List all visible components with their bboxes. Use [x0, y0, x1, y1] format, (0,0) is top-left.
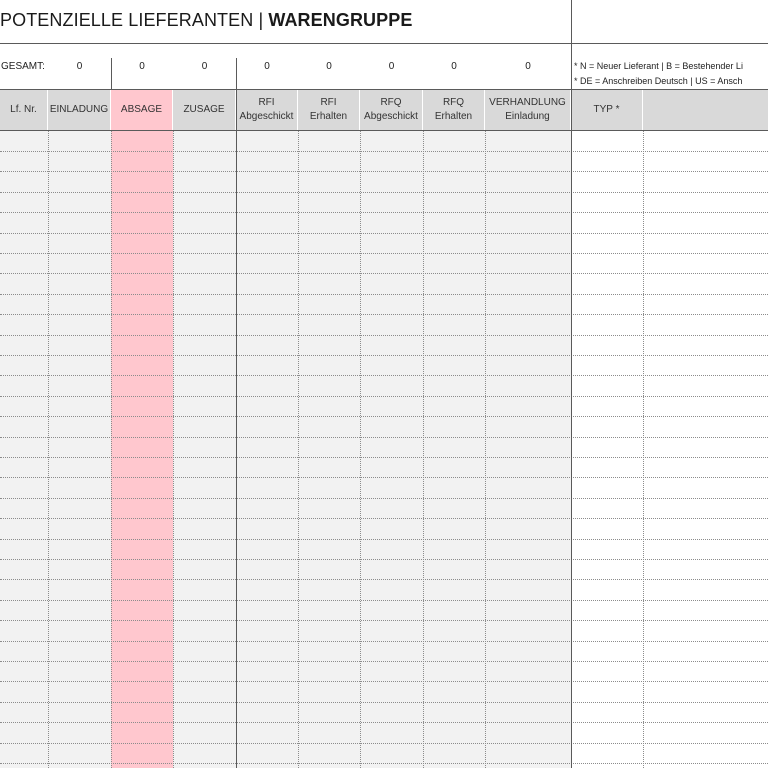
header-rfq-erhalten-line1: RFQ: [442, 97, 465, 108]
table-column-divider: [423, 131, 424, 768]
table-column-divider: [485, 131, 486, 768]
header-verhandlung-line2: Einladung: [505, 111, 550, 122]
header-divider: [571, 90, 572, 130]
table-row-divider: [0, 375, 768, 376]
table-row-divider: [0, 273, 768, 274]
table-row-divider: [0, 498, 768, 499]
column-bg-typ[interactable]: [571, 131, 768, 768]
table-row-divider: [0, 212, 768, 213]
total-rfi-erhalten[interactable]: 0: [326, 61, 332, 72]
legend-typ: * N = Neuer Lieferant | B = Bestehender Li: [574, 61, 743, 71]
table-row-divider: [0, 171, 768, 172]
table-row-divider: [0, 743, 768, 744]
column-bg-lf-einladung[interactable]: [0, 131, 111, 768]
sheet-title-regular: POTENZIELLE LIEFERANTEN |: [0, 10, 269, 30]
table-row-divider: [0, 477, 768, 478]
header-rfi-erhalten-line1: RFI: [320, 97, 337, 108]
sheet-title: [0, 10, 412, 31]
totals-divider: [236, 58, 237, 89]
header-rfi-abgeschickt-line2: Abgeschickt: [239, 111, 294, 122]
totals-row: [0, 44, 768, 89]
total-rfi-abgeschickt[interactable]: 0: [264, 61, 270, 72]
header-rfi-erhalten[interactable]: [298, 90, 360, 130]
header-einladung[interactable]: [48, 90, 111, 130]
table-row-divider: [0, 763, 768, 764]
table-row-divider: [0, 722, 768, 723]
header-zusage[interactable]: [173, 90, 236, 130]
header-absage-label: ABSAGE: [120, 104, 163, 115]
column-bg-absage[interactable]: [111, 131, 173, 768]
table-row-divider: [0, 681, 768, 682]
header-lf-nr-label: Lf. Nr.: [10, 104, 37, 115]
table-column-divider: [236, 131, 237, 768]
header-rfq-erhalten[interactable]: [423, 90, 485, 130]
header-rfi-erhalten-line2: Erhalten: [309, 111, 348, 122]
table-row-divider: [0, 539, 768, 540]
data-grid[interactable]: [0, 131, 768, 768]
header-rfq-abgeschickt-line2: Abgeschickt: [364, 111, 418, 122]
header-blank[interactable]: [643, 90, 768, 130]
header-lf-nr[interactable]: [0, 90, 48, 130]
totals-divider: [571, 44, 572, 89]
header-rfi-abgeschickt-line1: RFI: [258, 97, 275, 108]
table-row-divider: [0, 518, 768, 519]
table-row-divider: [0, 192, 768, 193]
table-row-divider: [0, 151, 768, 152]
table-column-divider: [111, 131, 112, 768]
table-row-divider: [0, 661, 768, 662]
sheet-title-bold: WARENGRUPPE: [268, 10, 413, 30]
table-row-divider: [0, 437, 768, 438]
table-row-divider: [0, 233, 768, 234]
legend-language: * DE = Anschreiben Deutsch | US = Ansch: [574, 76, 743, 86]
table-column-divider: [643, 131, 644, 768]
table-row-divider: [0, 355, 768, 356]
total-rfq-erhalten[interactable]: 0: [451, 61, 457, 72]
header-absage[interactable]: [111, 90, 173, 130]
column-bg-main[interactable]: [173, 131, 571, 768]
header-einladung-label: EINLADUNG: [49, 104, 109, 115]
header-rfq-abgeschickt[interactable]: [360, 90, 423, 130]
header-rfi-abgeschickt[interactable]: [236, 90, 298, 130]
table-column-divider: [173, 131, 174, 768]
column-header-row: [0, 89, 768, 131]
table-row-divider: [0, 396, 768, 397]
table-row-divider: [0, 335, 768, 336]
table-row-divider: [0, 600, 768, 601]
table-row-divider: [0, 294, 768, 295]
table-row-divider: [0, 641, 768, 642]
table-column-divider: [571, 131, 572, 768]
table-row-divider: [0, 620, 768, 621]
table-column-divider: [48, 131, 49, 768]
table-column-divider: [298, 131, 299, 768]
table-row-divider: [0, 314, 768, 315]
table-row-divider: [0, 457, 768, 458]
header-divider: [236, 90, 237, 130]
header-typ[interactable]: [571, 90, 643, 130]
total-einladung[interactable]: 0: [76, 61, 83, 72]
total-zusage[interactable]: 0: [201, 61, 208, 72]
table-row-divider: [0, 253, 768, 254]
title-divider: [571, 0, 572, 44]
table-row-divider: [0, 579, 768, 580]
table-row-divider: [0, 559, 768, 560]
total-rfq-abgeschickt[interactable]: 0: [388, 61, 395, 72]
total-absage[interactable]: 0: [139, 61, 145, 72]
header-typ-label: TYP *: [593, 104, 620, 115]
table-column-divider: [360, 131, 361, 768]
header-rfq-erhalten-line2: Erhalten: [434, 111, 473, 122]
total-verhandlung[interactable]: 0: [525, 61, 531, 72]
header-zusage-label: ZUSAGE: [183, 104, 225, 115]
table-row-divider: [0, 416, 768, 417]
title-band: [0, 0, 768, 44]
totals-label: GESAMT:: [1, 61, 45, 72]
totals-divider: [111, 58, 112, 89]
header-verhandlung[interactable]: [485, 90, 571, 130]
header-verhandlung-line1: VERHANDLUNG: [489, 97, 566, 108]
header-rfq-abgeschickt-line1: RFQ: [380, 97, 402, 108]
table-row-divider: [0, 702, 768, 703]
